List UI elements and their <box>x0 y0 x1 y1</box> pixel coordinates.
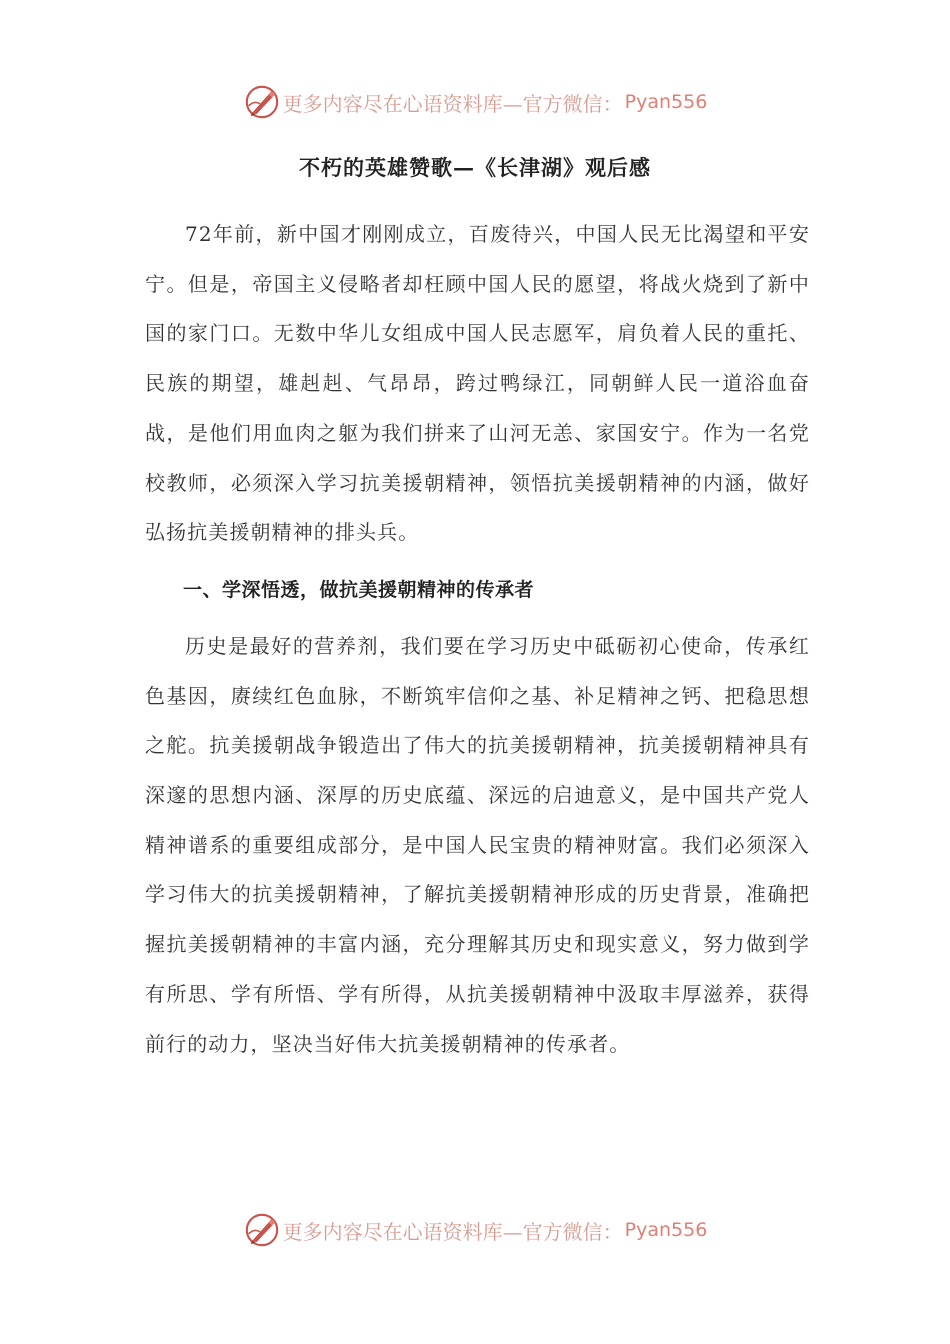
pen-logo-icon <box>243 83 281 121</box>
watermark-text: 更多内容尽在心语资料库—官方微信： <box>282 91 623 116</box>
document-title: 不朽的英雄赞歌—《长津湖》观后感 <box>299 155 651 180</box>
paragraph-intro: 72年前，新中国才刚刚成立，百废待兴，中国人民无比渴望和平安宁。但是，帝国主义侵略者却枉顾中国人民的愿望，将战火烧到了新中国的家门口。无数中华儿女组成中国人民志愿军，肩负着人民的重托、民族的期望，雄赳赳、气昂昂，跨过鸭绿江，同朝鲜人民一道浴血奋战，是他们用血肉之躯为我们拼来了山河无恙、家国安宁。作为一名党校教师，必须深入学习抗美援朝精神，领悟抗美援朝精神的内涵，做好弘扬抗美援朝精神的排头兵。 <box>145 222 810 545</box>
section-heading-1: 一、学深悟透，做抗美援朝精神的传承者 <box>183 578 535 601</box>
pen-logo-icon <box>243 1211 281 1249</box>
header-watermark <box>0 80 950 124</box>
document-body <box>145 210 810 1069</box>
watermark-wechat-id: Pyan556 <box>624 91 708 113</box>
watermark-text: 更多内容尽在心语资料库—官方微信： <box>282 1219 623 1244</box>
footer-watermark <box>0 1208 950 1252</box>
watermark-wechat-id: Pyan556 <box>624 1219 708 1241</box>
paragraph-section-1: 历史是最好的营养剂，我们要在学习历史中砥砺初心使命，传承红色基因，赓续红色血脉，不断筑牢信仰之基、补足精神之钙、把稳思想之舵。抗美援朝战争锻造出了伟大的抗美援朝精神，抗美援朝精神具有深邃的思想内涵、深厚的历史底蕴、深远的启迪意义，是中国共产党人精神谱系的重要组成部分，是中国人民宝贵的精神财富。我们必须深入学习伟大的抗美援朝精神，了解抗美援朝精神形成的历史背景，准确把握抗美援朝精神的丰富内涵，充分理解其历史和现实意义，努力做到学有所思、学有所悟、学有所得，从抗美援朝精神中汲取丰厚滋养，获得前行的动力，坚决当好伟大抗美援朝精神的传承者。 <box>145 633 810 1056</box>
